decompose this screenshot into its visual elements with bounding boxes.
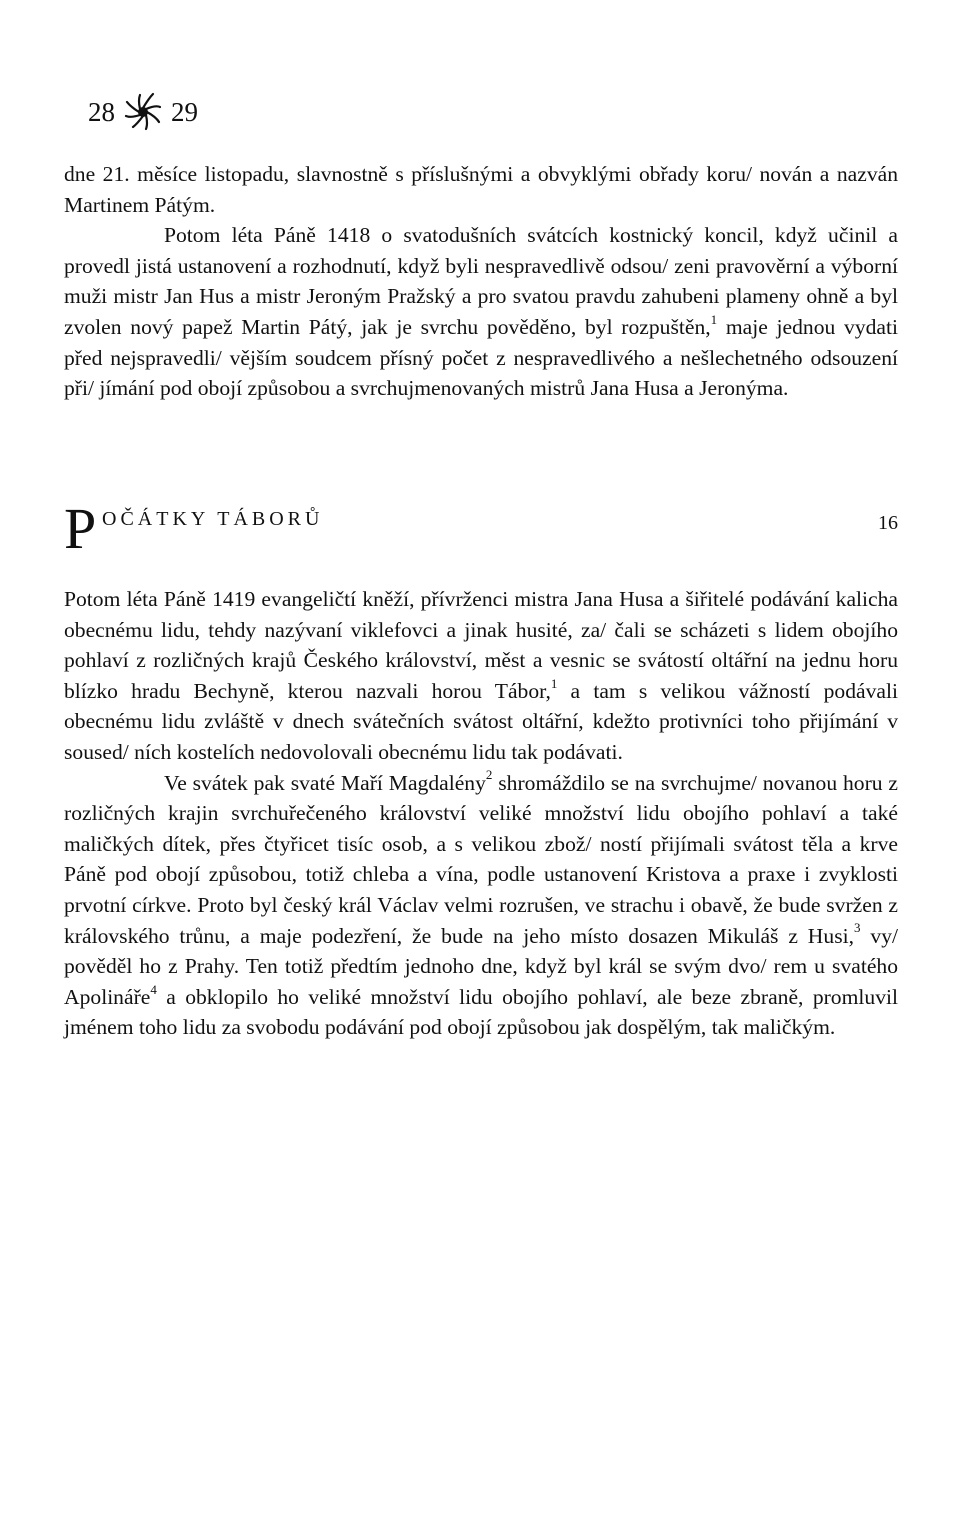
paragraph: [64, 584, 898, 768]
footnote-marker: 1: [550, 675, 558, 691]
paragraph-text: vy/ pověděl ho z Prahy. Ten totiž předtím jednoho dne, když byl král se svým dvo/ rem u svatého Apolináře: [64, 923, 898, 1009]
paragraph: [64, 159, 898, 220]
paragraph: [64, 768, 898, 1043]
page-number-right: 29: [171, 96, 198, 127]
footnote-marker: 3: [854, 920, 861, 936]
paragraph-text: a obklopilo ho veliké množství lidu obojího pohlaví, ale beze zbraně, promluvil jménem toho lidu za svobodu podávání pod obojí způsobou jak dospělým, tak maličkým.: [64, 984, 898, 1040]
paragraph-text: dne 21. měsíce listopadu, slavnostně s příslušnými a obvyklými obřady koru/ nován a nazván Martinem Pátým.: [64, 162, 898, 217]
section-number: 16: [878, 512, 898, 534]
paragraph-text: Ve svátek pak svaté Maří Magdalény: [164, 770, 486, 795]
footnote-marker: 4: [150, 981, 157, 997]
paragraph-text: Potom léta Páně 1418 o svatodušních svátcích kostnický koncil, když učinil a provedl jistá ustanovení a rozhodnutí, když byli nespravedlivě odsou/ zeni pravověrní a výborní muži mistr Jan Hus a mistr Jeroným Pražský a pro svatou pravdu zahubeni plameny ohně a byl zvolen nový papež Martin Pátý, jak je svrchu pověděno, byl rozpuštěn,: [64, 223, 898, 339]
text-block-bottom: [64, 584, 898, 1043]
drop-cap: P: [64, 496, 97, 561]
paragraph-text: shromáždilo se na svrchujme/ novanou horu z rozličných krajin svrchuřečeného království veliké množství lidu obojího pohlaví a také maličkých dítek, přes čtyřicet tisíc osob, a s velikou zbož/ ností přijímali svátost těla a krve Páně pod obojí způsobou, totiž chleba a vína, podle ustanovení Kristova a praxe i zvyklosti prvotní církve. Proto byl český král Václav velmi rozrušen, ve strachu i obavě, že bude svržen z královského trůnu, a maje podezření, že bude na jeho místo dosazen Mikuláš z Husi,: [64, 770, 898, 948]
paragraph-text: maje jednou vydati před nejspravedli/ vějším soudcem přísný počet z nespravedlivého a nešlechetného odsouzení při/ jímání pod obojí způsobou a svrchujmenovaných mistrů Jana Husa a Jeronýma.: [64, 314, 898, 401]
section-heading: [64, 496, 898, 561]
page-number-left: 28: [88, 96, 115, 127]
section-title: OČÁTKY TÁBORŮ: [102, 508, 324, 530]
footnote-marker: 2: [485, 767, 493, 783]
text-block-top: [64, 159, 898, 404]
paragraph-text: Potom léta Páně 1419 evangeličtí kněží, přívrženci mistra Jana Husa a šiřitelé podávání kalicha obecnému lidu, tehdy nazývaní viklefovci a jinak husité, za/ čali se scházeti s lidem obojího pohlaví z rozličných krajů Českého království, měst a vesnic se svátostí oltářní na jednu horu blízko hradu Bechyně, kterou nazvali horou Tábor,: [64, 587, 898, 703]
page-folio: [88, 92, 198, 132]
paragraph: [64, 220, 898, 404]
footnote-marker: 1: [710, 311, 718, 327]
paragraph-text: a tam s velikou vážností podávali obecnému lidu zvláště v dnech svátečních svátost oltářní, kdežto protivníci toho přijímání v soused/ ních kostelích nedovolovali obecnému lidu tak podávati.: [64, 678, 898, 764]
sun-swirl-ornament-icon: [123, 92, 163, 132]
